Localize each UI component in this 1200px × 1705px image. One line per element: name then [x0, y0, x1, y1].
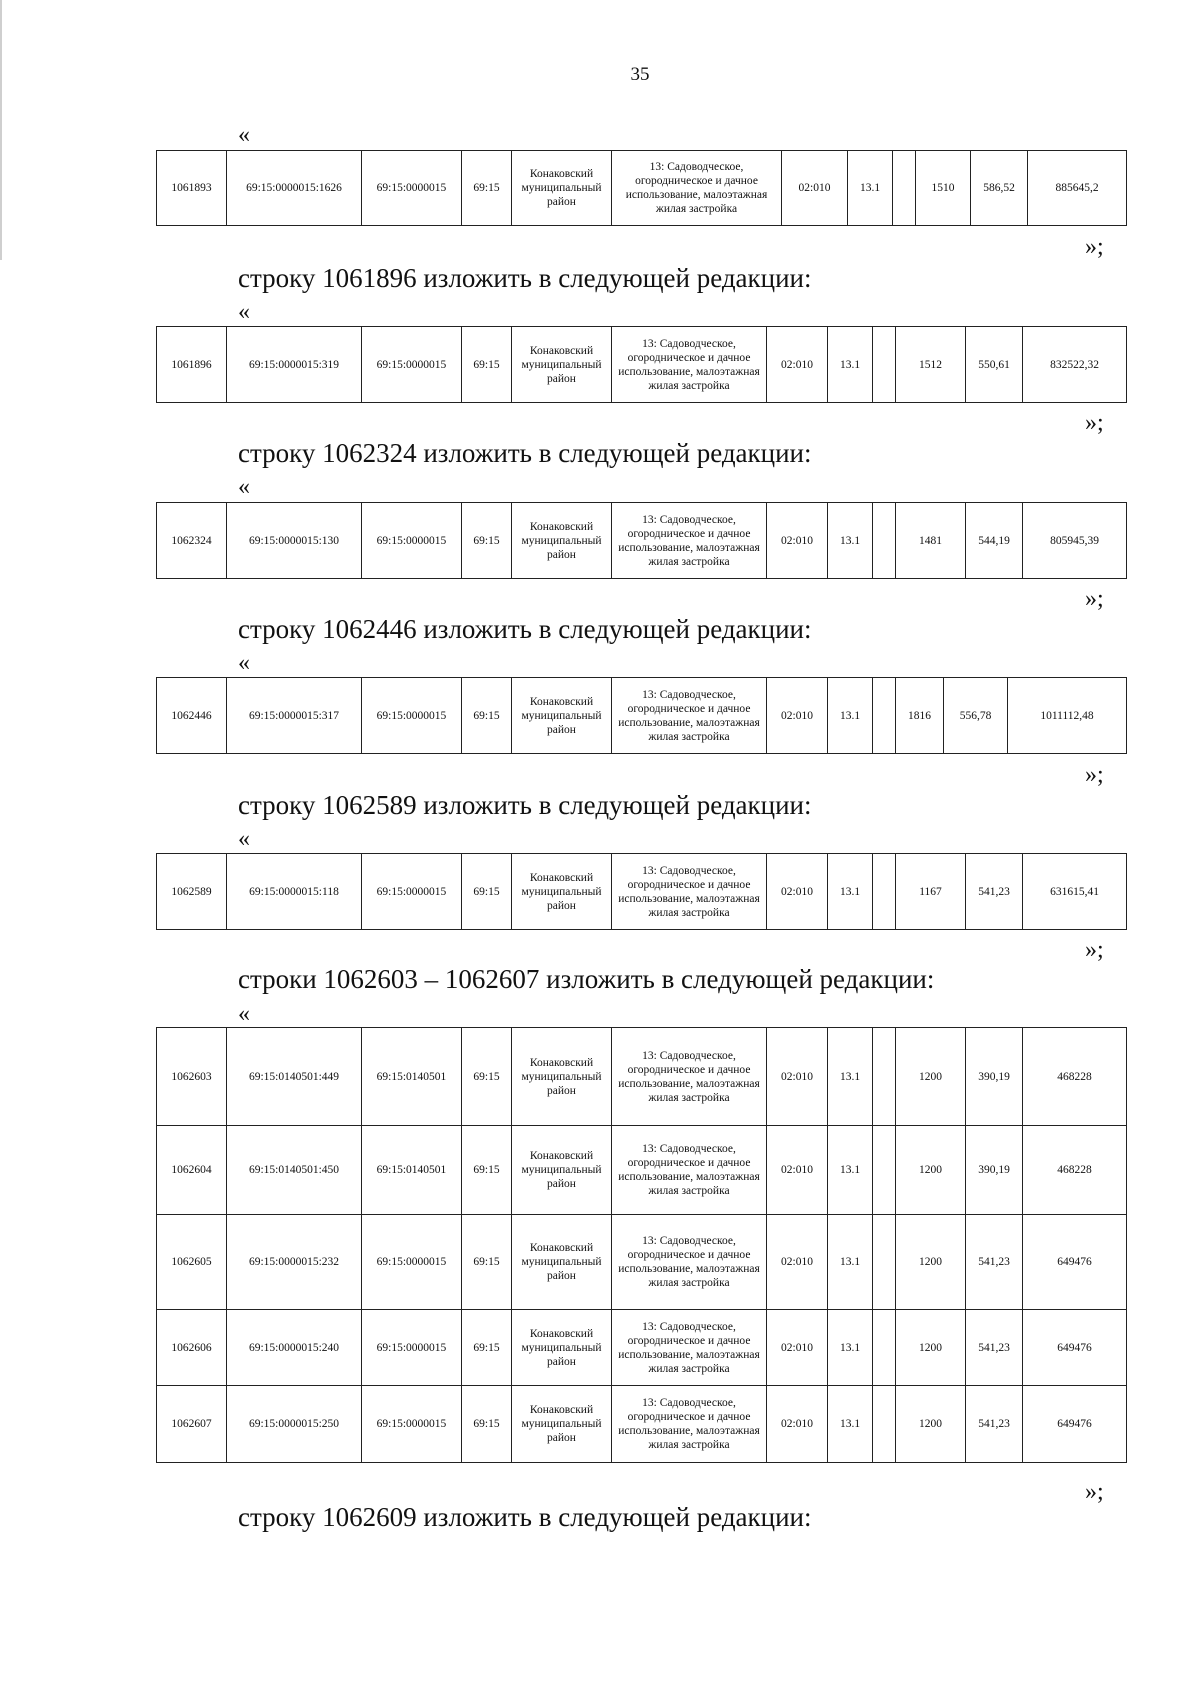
area: 1816 [896, 678, 944, 754]
area: 1200 [896, 1386, 966, 1463]
rate: 541,23 [966, 1215, 1023, 1310]
code: 02:010 [782, 151, 848, 226]
cadastral-quarter: 69:15:0000015 [362, 854, 462, 930]
rate: 390,19 [966, 1126, 1023, 1215]
cadastral-number: 69:15:0000015:240 [227, 1310, 362, 1386]
row-id: 1062606 [157, 1310, 227, 1386]
row-id: 1061893 [157, 151, 227, 226]
cadastral-number: 69:15:0000015:250 [227, 1386, 362, 1463]
table-row [157, 503, 1127, 579]
cadastral-number: 69:15:0000015:118 [227, 854, 362, 930]
district-name: Конаковский муниципальный район [512, 503, 612, 579]
district-code: 69:15 [462, 151, 512, 226]
district-name: Конаковский муниципальный район [512, 1310, 612, 1386]
cadastral-value: 1011112,48 [1008, 678, 1127, 754]
group: 13.1 [828, 854, 873, 930]
group: 13.1 [828, 1028, 873, 1126]
cadastral-number: 69:15:0140501:449 [227, 1028, 362, 1126]
data-table [156, 677, 1127, 754]
area: 1167 [896, 854, 966, 930]
closing-quote: »; [1085, 410, 1104, 436]
cadastral-quarter: 69:15:0140501 [362, 1126, 462, 1215]
table-row [157, 1215, 1127, 1310]
scan-edge [0, 0, 2, 260]
area: 1512 [896, 327, 966, 403]
cadastral-number: 69:15:0000015:232 [227, 1215, 362, 1310]
table-row [157, 854, 1127, 930]
cadastral-quarter: 69:15:0000015 [362, 1386, 462, 1463]
rate: 541,23 [966, 1386, 1023, 1463]
district-name: Конаковский муниципальный район [512, 1386, 612, 1463]
row-id: 1062603 [157, 1028, 227, 1126]
closing-quote: »; [1085, 1479, 1104, 1505]
group: 13.1 [828, 1310, 873, 1386]
area: 1200 [896, 1028, 966, 1126]
district-code: 69:15 [462, 1310, 512, 1386]
area: 1200 [896, 1310, 966, 1386]
cadastral-quarter: 69:15:0000015 [362, 1215, 462, 1310]
opening-quote: « [238, 299, 250, 325]
cadastral-value: 805945,39 [1023, 503, 1127, 579]
land-use-purpose: 13: Садоводческое, огородническое и дачное использование, малоэтажная жилая застройка [612, 327, 767, 403]
land-use-purpose: 13: Садоводческое, огородническое и дачное использование, малоэтажная жилая застройка [612, 503, 767, 579]
closing-quote: »; [1085, 586, 1104, 612]
district-name: Конаковский муниципальный район [512, 1028, 612, 1126]
cadastral-value: 649476 [1023, 1386, 1127, 1463]
district-name: Конаковский муниципальный район [512, 854, 612, 930]
empty-cell [873, 678, 896, 754]
rate: 541,23 [966, 854, 1023, 930]
opening-quote: « [238, 826, 250, 852]
district-code: 69:15 [462, 503, 512, 579]
instruction-text: строку 1062589 изложить в следующей редакции: [238, 790, 812, 820]
land-use-purpose: 13: Садоводческое, огородническое и дачное использование, малоэтажная жилая застройка [612, 678, 767, 754]
district-code: 69:15 [462, 1386, 512, 1463]
cadastral-value: 468228 [1023, 1028, 1127, 1126]
table-row [157, 1126, 1127, 1215]
code: 02:010 [767, 1215, 828, 1310]
code: 02:010 [767, 503, 828, 579]
empty-cell [893, 151, 916, 226]
cadastral-number: 69:15:0000015:319 [227, 327, 362, 403]
district-name: Конаковский муниципальный район [512, 327, 612, 403]
cadastral-number: 69:15:0000015:130 [227, 503, 362, 579]
data-table [156, 853, 1127, 930]
rate: 550,61 [966, 327, 1023, 403]
code: 02:010 [767, 678, 828, 754]
empty-cell [873, 1310, 896, 1386]
cadastral-number: 69:15:0000015:1626 [227, 151, 362, 226]
closing-quote: »; [1085, 937, 1104, 963]
code: 02:010 [767, 854, 828, 930]
district-code: 69:15 [462, 1126, 512, 1215]
cadastral-value: 832522,32 [1023, 327, 1127, 403]
opening-quote: « [238, 122, 250, 148]
district-code: 69:15 [462, 854, 512, 930]
code: 02:010 [767, 1386, 828, 1463]
instruction-text: строку 1061896 изложить в следующей редакции: [238, 263, 812, 293]
cadastral-quarter: 69:15:0000015 [362, 1310, 462, 1386]
empty-cell [873, 1215, 896, 1310]
district-name: Конаковский муниципальный район [512, 151, 612, 226]
group: 13.1 [828, 327, 873, 403]
area: 1510 [916, 151, 971, 226]
table-row [157, 678, 1127, 754]
district-name: Конаковский муниципальный район [512, 1126, 612, 1215]
empty-cell [873, 854, 896, 930]
rate: 541,23 [966, 1310, 1023, 1386]
table-row [157, 1028, 1127, 1126]
instruction-text: строку 1062324 изложить в следующей редакции: [238, 438, 812, 468]
opening-quote: « [238, 1001, 250, 1027]
table-row [157, 327, 1127, 403]
cadastral-value: 468228 [1023, 1126, 1127, 1215]
empty-cell [873, 1386, 896, 1463]
cadastral-value: 649476 [1023, 1310, 1127, 1386]
land-use-purpose: 13: Садоводческое, огородническое и дачное использование, малоэтажная жилая застройка [612, 854, 767, 930]
cadastral-value: 631615,41 [1023, 854, 1127, 930]
group: 13.1 [848, 151, 893, 226]
instruction-text: строку 1062446 изложить в следующей редакции: [238, 614, 812, 644]
row-id: 1062604 [157, 1126, 227, 1215]
row-id: 1062324 [157, 503, 227, 579]
land-use-purpose: 13: Садоводческое, огородническое и дачное использование, малоэтажная жилая застройка [612, 151, 782, 226]
district-code: 69:15 [462, 327, 512, 403]
row-id: 1061896 [157, 327, 227, 403]
group: 13.1 [828, 1386, 873, 1463]
empty-cell [873, 327, 896, 403]
cadastral-number: 69:15:0140501:450 [227, 1126, 362, 1215]
land-use-purpose: 13: Садоводческое, огородническое и дачное использование, малоэтажная жилая застройка [612, 1386, 767, 1463]
district-code: 69:15 [462, 1028, 512, 1126]
page-number: 35 [630, 64, 650, 85]
land-use-purpose: 13: Садоводческое, огородническое и дачное использование, малоэтажная жилая застройка [612, 1215, 767, 1310]
row-id: 1062607 [157, 1386, 227, 1463]
table-row [157, 1386, 1127, 1463]
data-table [156, 502, 1127, 579]
empty-cell [873, 503, 896, 579]
district-code: 69:15 [462, 1215, 512, 1310]
instruction-text: строки 1062603 – 1062607 изложить в следующей редакции: [238, 964, 935, 994]
cadastral-quarter: 69:15:0140501 [362, 1028, 462, 1126]
opening-quote: « [238, 650, 250, 676]
row-id: 1062446 [157, 678, 227, 754]
cadastral-quarter: 69:15:0000015 [362, 678, 462, 754]
empty-cell [873, 1126, 896, 1215]
code: 02:010 [767, 1028, 828, 1126]
rate: 556,78 [944, 678, 1008, 754]
group: 13.1 [828, 1126, 873, 1215]
closing-quote: »; [1085, 234, 1104, 260]
cadastral-quarter: 69:15:0000015 [362, 503, 462, 579]
area: 1200 [896, 1126, 966, 1215]
area: 1200 [896, 1215, 966, 1310]
cadastral-quarter: 69:15:0000015 [362, 151, 462, 226]
land-use-purpose: 13: Садоводческое, огородническое и дачное использование, малоэтажная жилая застройка [612, 1028, 767, 1126]
code: 02:010 [767, 1126, 828, 1215]
data-table [156, 326, 1127, 403]
group: 13.1 [828, 1215, 873, 1310]
code: 02:010 [767, 1310, 828, 1386]
rate: 390,19 [966, 1028, 1023, 1126]
district-code: 69:15 [462, 678, 512, 754]
row-id: 1062589 [157, 854, 227, 930]
rate: 586,52 [971, 151, 1028, 226]
group: 13.1 [828, 503, 873, 579]
instruction-text: строку 1062609 изложить в следующей редакции: [238, 1502, 812, 1532]
opening-quote: « [238, 474, 250, 500]
group: 13.1 [828, 678, 873, 754]
empty-cell [873, 1028, 896, 1126]
cadastral-value: 885645,2 [1028, 151, 1127, 226]
district-name: Конаковский муниципальный район [512, 1215, 612, 1310]
table-row [157, 151, 1127, 226]
row-id: 1062605 [157, 1215, 227, 1310]
cadastral-number: 69:15:0000015:317 [227, 678, 362, 754]
data-table [156, 150, 1127, 226]
rate: 544,19 [966, 503, 1023, 579]
land-use-purpose: 13: Садоводческое, огородническое и дачное использование, малоэтажная жилая застройка [612, 1310, 767, 1386]
data-table [156, 1027, 1127, 1463]
closing-quote: »; [1085, 762, 1104, 788]
cadastral-quarter: 69:15:0000015 [362, 327, 462, 403]
district-name: Конаковский муниципальный район [512, 678, 612, 754]
land-use-purpose: 13: Садоводческое, огородническое и дачное использование, малоэтажная жилая застройка [612, 1126, 767, 1215]
cadastral-value: 649476 [1023, 1215, 1127, 1310]
table-row [157, 1310, 1127, 1386]
area: 1481 [896, 503, 966, 579]
code: 02:010 [767, 327, 828, 403]
